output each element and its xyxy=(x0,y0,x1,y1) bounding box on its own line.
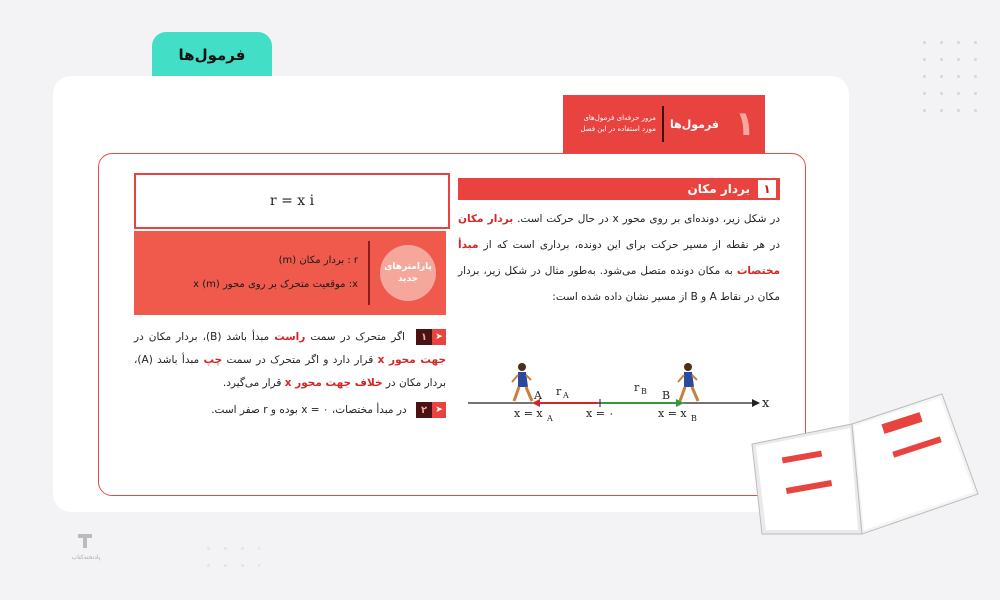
section-banner xyxy=(563,95,765,153)
banner-subtitle-line2: مورد استفاده در این فصل xyxy=(580,125,656,133)
param-line-x: x: موقعیت متحرک بر روی محور x (m) xyxy=(193,279,358,290)
note-1-text-e: قرار می‌گیرد. xyxy=(222,377,282,389)
section-title: بردار مکان xyxy=(687,182,750,196)
tab-formulas[interactable]: فرمول‌ها xyxy=(152,32,272,78)
notes-block xyxy=(134,326,446,422)
section-number: ۱ xyxy=(758,180,776,198)
para-text-2: در هر نقطه از مسیر حرکت برای این دونده، برداری است که از xyxy=(483,239,781,251)
section-paragraph xyxy=(458,206,780,310)
banner-divider xyxy=(662,106,664,142)
para-text-1: در شکل زیر، دونده‌ای بر روی محور x در حال حرکت است. xyxy=(517,213,780,225)
note-2-number: ۲ xyxy=(416,402,432,418)
formula-text: r = x i xyxy=(269,193,315,209)
new-parameters-badge: پارامترهای جدید xyxy=(380,245,436,301)
note-2-text: در مبدأ مختصات، x = ۰ بوده و r صفر است. xyxy=(211,404,407,416)
note-2-tag xyxy=(416,402,446,418)
tick-label-xB: x = x xyxy=(658,407,687,420)
section-heading xyxy=(458,178,780,200)
axis-label-x: x xyxy=(762,396,770,411)
note-1-highlight-left: چپ xyxy=(203,354,223,366)
para-text-3: به مکان دونده متصل می‌شود. به‌طور مثال در شکل زیر، بردار مکان در نقاط A و B از مسیر نشان داده شده است: xyxy=(458,265,780,303)
banner-number: ۱ xyxy=(734,104,756,144)
new-parameters-box xyxy=(134,231,446,315)
note-1-text-b: مبدأ باشد (B)، بردار مکان در xyxy=(134,331,270,343)
banner-subtitle xyxy=(574,113,662,135)
runner-b-icon xyxy=(678,363,698,401)
note-1-highlight-opposite: خلاف جهت محور x xyxy=(284,377,383,389)
decorative-dots xyxy=(916,34,986,114)
param-list xyxy=(193,249,368,297)
cursor-icon: ➤ xyxy=(432,329,446,345)
logo-icon xyxy=(75,532,97,550)
para-highlight-position-vector: بردار مکان xyxy=(458,213,514,225)
note-1 xyxy=(134,326,446,395)
note-1-text-d: مبدأ باشد (A)، بردار مکان در xyxy=(134,354,446,389)
param-divider xyxy=(368,241,370,305)
open-book-image xyxy=(742,384,982,544)
formula-box xyxy=(134,173,450,229)
note-1-tag xyxy=(416,329,446,345)
banner-title: فرمول‌ها xyxy=(669,117,719,131)
note-1-number: ۱ xyxy=(416,329,432,345)
note-1-highlight-right: راست xyxy=(274,331,306,343)
note-2 xyxy=(134,399,446,422)
tick-label-xB-sub: B xyxy=(691,414,697,423)
note-1-text-c: قرار دارد و اگر متحرک در سمت xyxy=(226,354,374,366)
label-rA: r xyxy=(556,385,562,398)
publisher-logo xyxy=(56,532,116,572)
param-line-r: r : بردار مکان (m) xyxy=(278,255,358,266)
logo-text: پادتخته‌کتاب xyxy=(71,554,101,561)
label-rB-sub: B xyxy=(641,387,647,396)
label-A: A xyxy=(534,389,542,402)
runner-a-icon xyxy=(512,363,532,401)
note-1-text-a: اگر متحرک در سمت xyxy=(310,331,405,343)
label-B: B xyxy=(662,389,671,402)
tick-label-xA: x = x xyxy=(514,407,543,420)
tick-label-origin: x = ۰ xyxy=(586,407,615,420)
para-highlight-origin: مبدأ مختصات xyxy=(458,239,781,277)
label-rA-sub: A xyxy=(563,391,569,400)
decorative-dots-bottom xyxy=(200,540,260,580)
cursor-icon: ➤ xyxy=(432,402,446,418)
position-vector-diagram xyxy=(462,355,782,435)
note-1-highlight-axis-direction: جهت محور x xyxy=(377,354,447,366)
label-rB: r xyxy=(634,381,640,394)
tick-label-xA-sub: A xyxy=(547,414,553,423)
banner-subtitle-line1: مرور حرفه‌ای فرمول‌های xyxy=(583,114,656,122)
